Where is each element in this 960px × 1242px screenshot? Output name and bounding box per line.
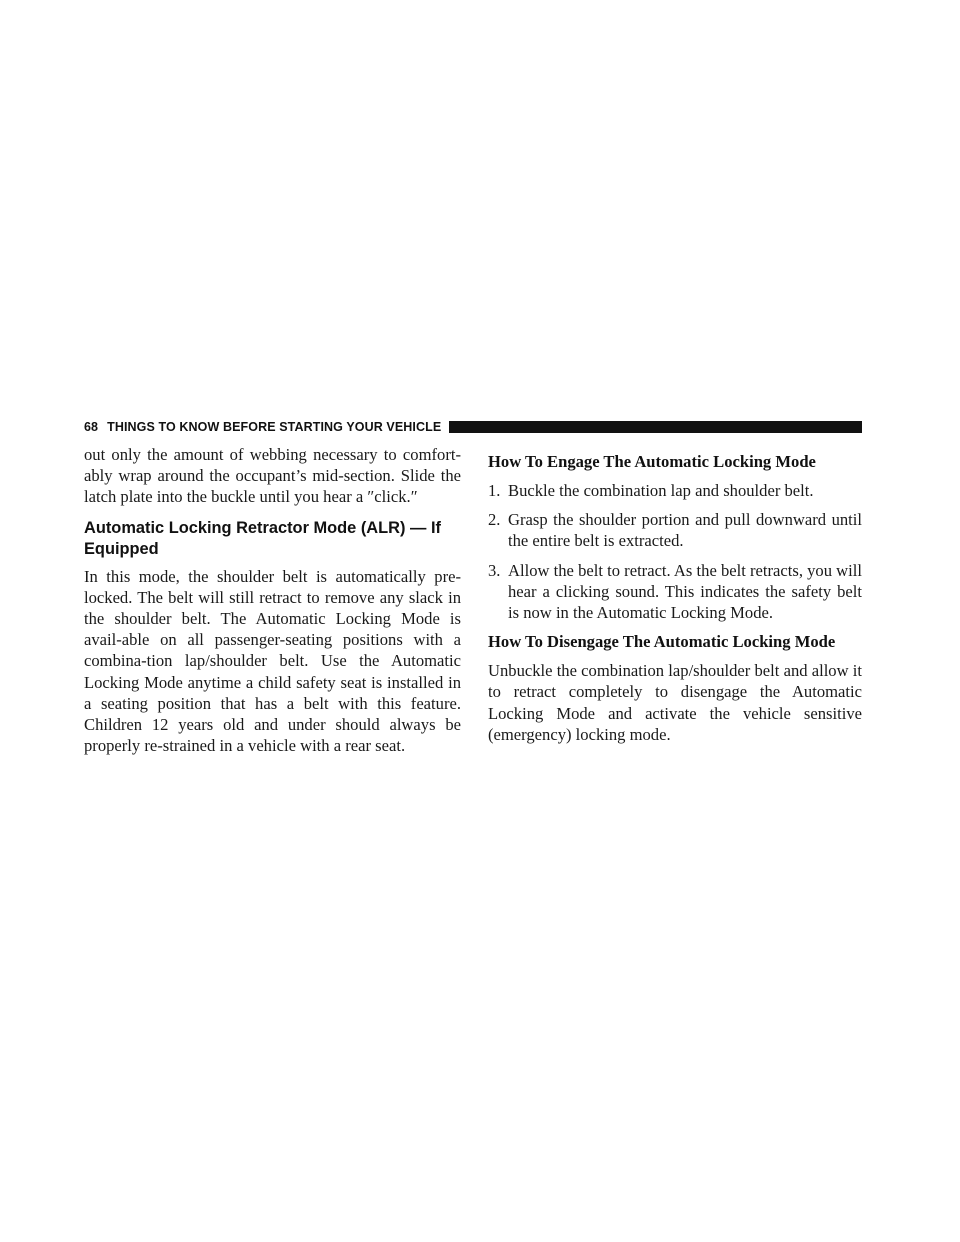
alr-paragraph: In this mode, the shoulder belt is automatically pre-locked. The belt will still retract to remove any slack in the shoulder belt. The Automatic Locking Mode is avail-able on all passenger-seating positions with a combina-tion lap/shoulder belt. Use the Automatic Locking Mode anytime a child safety seat is installed in a seating position that has a belt with this feature. Children 12 years old and under should always be properly re-strained in a vehicle with a rear seat.: [84, 566, 461, 756]
list-item: [488, 480, 862, 501]
list-item: [488, 560, 862, 624]
left-column: [84, 444, 461, 756]
page-number: 68: [84, 420, 99, 434]
step-text: Buckle the combination lap and shoulder belt.: [508, 481, 814, 500]
alr-heading: Automatic Locking Retractor Mode (ALR) — If Equipped: [84, 518, 441, 558]
intro-paragraph: out only the amount of webbing necessary to comfort-ably wrap around the occupant’s mid-section. Slide the latch plate into the buckle until you hear a ″click.″: [84, 445, 461, 507]
engage-heading: How To Engage The Automatic Locking Mode: [488, 452, 816, 471]
list-item: [488, 509, 862, 551]
page-header: [84, 417, 862, 437]
engage-steps-list: [488, 480, 862, 623]
header-rule: [449, 421, 862, 433]
right-column: [488, 451, 862, 745]
step-number: 1.: [488, 481, 501, 500]
step-number: 2.: [488, 510, 501, 530]
step-text: Allow the belt to retract. As the belt retracts, you will hear a clicking sound. This indicates the safety belt is now in the Automatic Locking Mode.: [508, 560, 862, 623]
disengage-paragraph: Unbuckle the combination lap/shoulder belt and allow it to retract completely to disengage the Automatic Locking Mode and activate the vehicle sensitive (emergency) locking mode.: [488, 661, 862, 744]
disengage-heading: How To Disengage The Automatic Locking Mode: [488, 632, 836, 652]
section-title: THINGS TO KNOW BEFORE STARTING YOUR VEHICLE: [107, 420, 442, 434]
step-text: Grasp the shoulder portion and pull downward until the entire belt is extracted.: [508, 510, 862, 551]
step-number: 3.: [488, 560, 501, 580]
